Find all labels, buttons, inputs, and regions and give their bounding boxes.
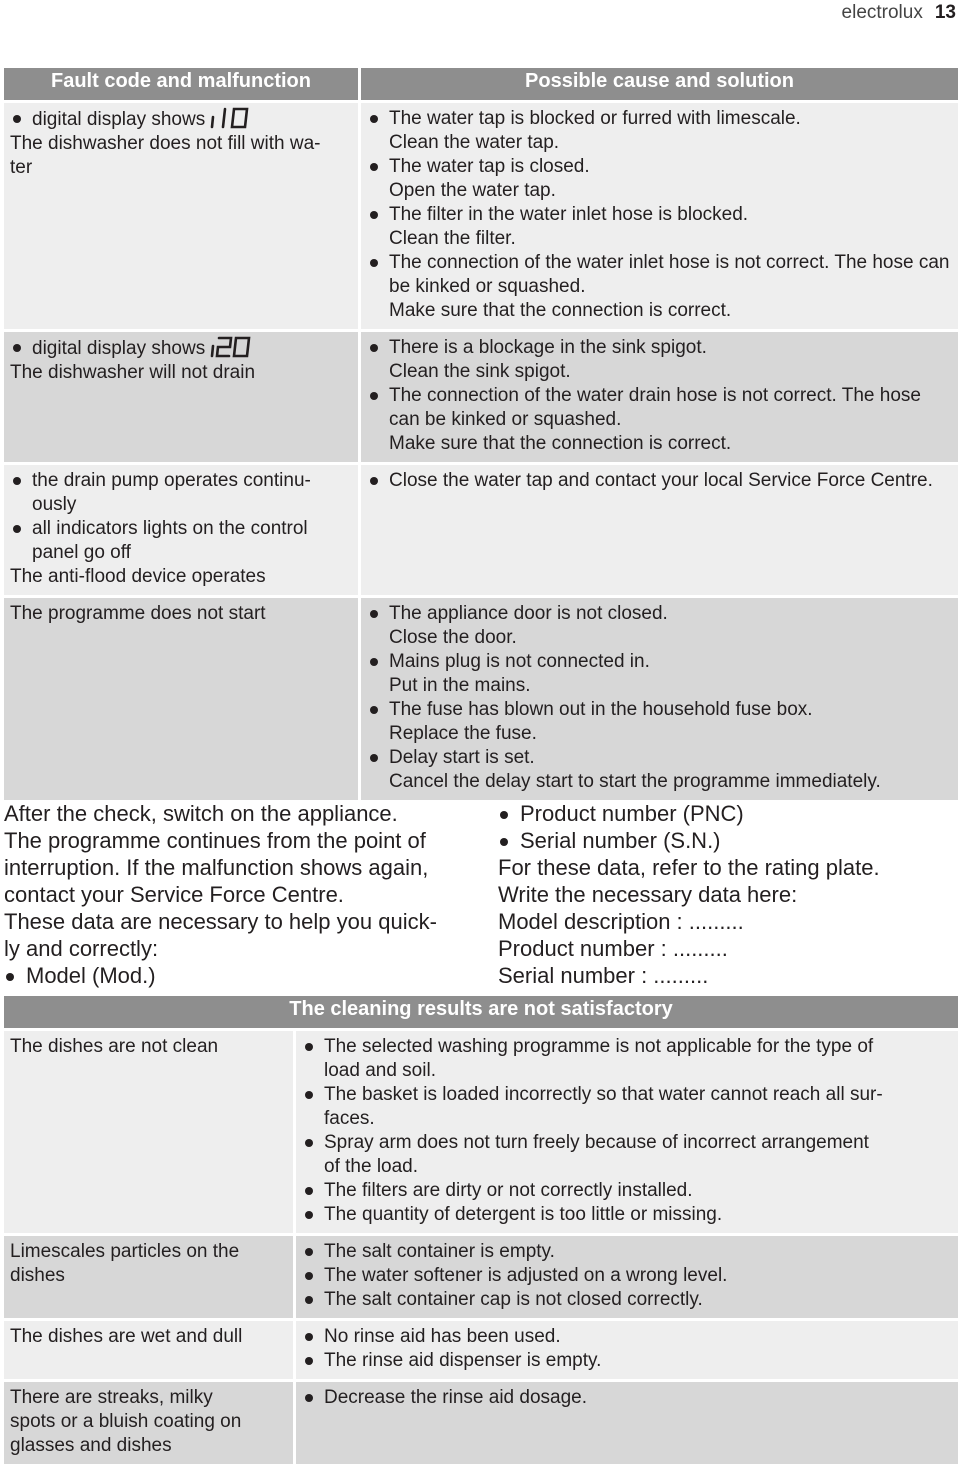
- digital-display-icon: [209, 107, 251, 129]
- solution-item: The filter in the water inlet hose is blocked. Clean the filter.: [367, 203, 952, 251]
- paragraph-line: Product number : .........: [498, 936, 728, 961]
- solution-item: The water tap is closed. Open the water tap.: [367, 155, 952, 203]
- paragraph-line: contact your Service Force Centre.: [4, 882, 344, 907]
- fault-text: The programme does not start: [10, 603, 266, 624]
- paragraph-line: After the check, switch on the appliance.: [4, 801, 398, 826]
- cleaning-row: [4, 1382, 958, 1467]
- fault-row: [4, 598, 958, 803]
- causes-cell: [296, 1236, 958, 1321]
- solution-column-header: Possible cause and solution: [361, 68, 958, 103]
- cleaning-table-title: The cleaning results are not satisfactory: [4, 996, 958, 1031]
- data-bullet: Model (Mod.): [4, 962, 474, 989]
- paragraph-line: These data are necessary to help you quick-: [4, 909, 437, 934]
- fault-text: The anti-flood device operates: [10, 566, 266, 587]
- causes-cell: [296, 1321, 958, 1382]
- causes-cell: [296, 1031, 958, 1236]
- cause-item: The salt container is empty.: [302, 1240, 952, 1264]
- fault-row: [4, 332, 958, 465]
- cause-item: The filters are dirty or not correctly installed.: [302, 1179, 952, 1203]
- solution-item: There is a blockage in the sink spigot. Clean the sink spigot.: [367, 336, 952, 384]
- paragraph-line: Model description : .........: [498, 909, 744, 934]
- cause-item: The basket is loaded incorrectly so that water cannot reach all sur- faces.: [302, 1083, 952, 1131]
- running-head: [842, 0, 960, 26]
- paragraph-line: Write the necessary data here:: [498, 882, 798, 907]
- cause-item: No rinse aid has been used.: [302, 1325, 952, 1349]
- fault-bullet: the drain pump operates continu- ously: [10, 469, 352, 517]
- solution-item: Close the water tap and contact your local Service Force Centre.: [367, 469, 952, 493]
- paragraph-line: Serial number : .........: [498, 963, 709, 988]
- cause-item: The water softener is adjusted on a wrong level.: [302, 1264, 952, 1288]
- paragraph-line: For these data, refer to the rating plate.: [498, 855, 880, 880]
- cleaning-table: [4, 996, 958, 1467]
- solution-cell: [361, 332, 958, 465]
- data-bullet: Product number (PNC): [498, 800, 958, 827]
- problem-cell: The dishes are wet and dull: [4, 1321, 296, 1382]
- after-check-right: [498, 800, 958, 989]
- cause-item: The quantity of detergent is too little or missing.: [302, 1203, 952, 1227]
- cause-item: Decrease the rinse aid dosage.: [302, 1386, 952, 1410]
- brand-name: electrolux: [841, 2, 923, 23]
- solution-cell: [361, 103, 958, 332]
- digital-display-icon: [209, 336, 251, 358]
- cause-item: The selected washing programme is not applicable for the type of load and soil.: [302, 1035, 952, 1083]
- solution-item: Mains plug is not connected in. Put in the mains.: [367, 650, 952, 698]
- fault-row: [4, 465, 958, 598]
- fault-cell: [4, 598, 361, 803]
- fault-row: [4, 103, 958, 332]
- causes-cell: [296, 1382, 958, 1467]
- cause-item: The salt container cap is not closed correctly.: [302, 1288, 952, 1312]
- fault-cell: [4, 332, 361, 465]
- data-bullet: Serial number (S.N.): [498, 827, 958, 854]
- fault-cell: [4, 465, 361, 598]
- solution-item: The connection of the water inlet hose is not correct. The hose can be kinked or squashed. Make sure that the connection is correct.: [367, 251, 952, 323]
- fault-cell: [4, 103, 361, 332]
- paragraph-line: ly and correctly:: [4, 936, 159, 961]
- fault-bullet: digital display shows: [10, 107, 352, 132]
- fault-column-header: Fault code and malfunction: [4, 68, 361, 103]
- solution-item: The connection of the water drain hose is not correct. The hose can be kinked or squashed. Make sure that the connection is correct.: [367, 384, 952, 456]
- cleaning-row: [4, 1031, 958, 1236]
- solution-item: Delay start is set. Cancel the delay start to start the programme immediately.: [367, 746, 952, 794]
- fault-table: [4, 68, 958, 803]
- solution-item: The water tap is blocked or furred with limescale. Clean the water tap.: [367, 107, 952, 155]
- fault-text: The dishwasher will not drain: [10, 362, 256, 383]
- cause-item: The rinse aid dispenser is empty.: [302, 1349, 952, 1373]
- fault-bullet: all indicators lights on the control panel go off: [10, 517, 352, 565]
- problem-cell: There are streaks, milky spots or a bluish coating on glasses and dishes: [4, 1382, 296, 1467]
- cause-item: Spray arm does not turn freely because of incorrect arrangement of the load.: [302, 1131, 952, 1179]
- fault-bullet: digital display shows: [10, 336, 352, 361]
- fault-text: The dishwasher does not fill with wa- ter: [10, 133, 321, 178]
- page-number: 13: [934, 2, 956, 23]
- problem-cell: The dishes are not clean: [4, 1031, 296, 1236]
- paragraph-line: The programme continues from the point of: [4, 828, 426, 853]
- solution-item: The fuse has blown out in the household fuse box. Replace the fuse.: [367, 698, 952, 746]
- after-check-left: [4, 800, 474, 989]
- problem-cell: Limescales particles on the dishes: [4, 1236, 296, 1321]
- cleaning-row: [4, 1236, 958, 1321]
- solution-cell: [361, 598, 958, 803]
- paragraph-line: interruption. If the malfunction shows again,: [4, 855, 429, 880]
- cleaning-row: [4, 1321, 958, 1382]
- solution-item: The appliance door is not closed. Close the door.: [367, 602, 952, 650]
- solution-cell: [361, 465, 958, 598]
